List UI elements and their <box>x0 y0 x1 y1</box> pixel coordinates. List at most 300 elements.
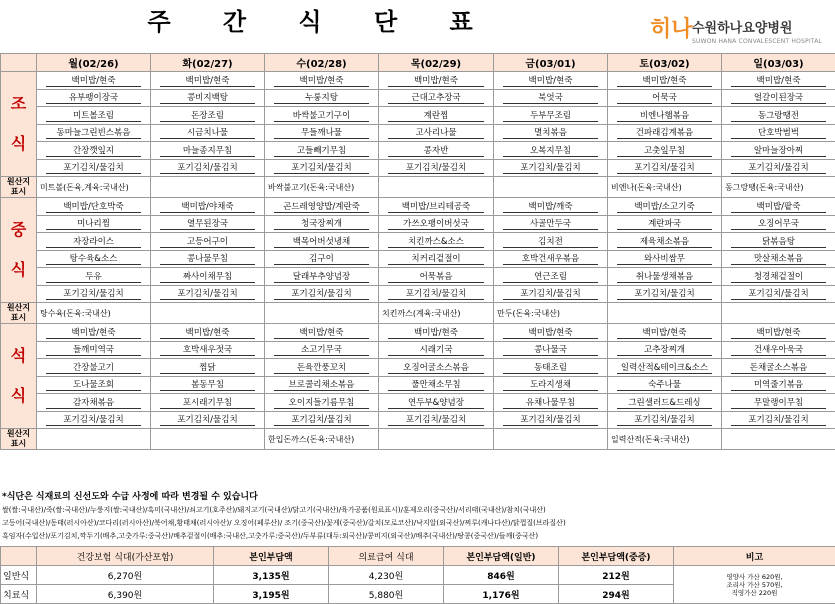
menu-cell <box>722 124 835 142</box>
dish-name: 맛살채소볶음 <box>731 252 825 265</box>
dish-name: 포기김치/물김치 <box>617 161 711 174</box>
dish-name: 숙주나물 <box>617 378 711 391</box>
menu-cell <box>494 359 608 377</box>
dish-name: 자장라이스 <box>46 235 140 248</box>
menu-cell <box>379 107 494 125</box>
menu-cell <box>379 198 494 216</box>
fee-cell: 212원 <box>559 566 674 585</box>
dish-name: 포기김치/물김치 <box>160 161 254 174</box>
fee-note: 영양사 가산 620원, 조리사 가산 570원, 직영가산 220원 <box>674 566 835 604</box>
dish-name: 치킨까스&소스 <box>388 235 483 248</box>
menu-cell <box>151 215 265 233</box>
fee-cell: 294원 <box>559 585 674 604</box>
origin-cell: 바싹불고기(돈육:국내산) <box>265 177 379 198</box>
dish-name: 백미밥/소고기죽 <box>617 200 711 213</box>
menu-cell <box>37 107 151 125</box>
dish-name: 그린샐러드&드레싱 <box>617 396 711 409</box>
menu-cell <box>608 107 722 125</box>
menu-cell <box>722 285 835 303</box>
menu-cell <box>265 268 379 286</box>
menu-cell <box>151 324 265 342</box>
menu-cell <box>608 72 722 90</box>
fee-header: 본인부담액(중증) <box>559 547 674 566</box>
menu-cell <box>151 285 265 303</box>
fee-row-label: 치료식 <box>1 585 37 604</box>
dish-name: 호박새우젓국 <box>160 343 254 356</box>
menu-cell <box>379 124 494 142</box>
hospital-name: 수원하나요양병원 <box>692 21 793 36</box>
dish-name: 동그랑땡전 <box>731 109 825 122</box>
dish-name: 포기김치/물김치 <box>503 161 597 174</box>
origin-note-line: 쌀(쌀:국내산)/죽(쌀:국내산)/누룽지(쌀:국내산)/흑미(국내산)/쇠고기(호주산)/돼지고기(국내산)/닭고기(국내산)/육가공품(원료표시)/훈제오리(중국산)/서리태(국내산)/참치(국내산) <box>2 506 546 514</box>
menu-cell <box>494 268 608 286</box>
dish-name: 미나리찜 <box>46 217 140 230</box>
menu-cell <box>608 411 722 429</box>
origin-cell: 한입돈까스(돈육:국내산) <box>265 429 379 450</box>
dish-name: 포시래기무침 <box>160 396 254 409</box>
dish-name: 백미밥/현죽 <box>274 74 368 87</box>
menu-cell <box>722 411 835 429</box>
menu-cell <box>151 268 265 286</box>
menu-cell <box>379 233 494 251</box>
dish-name: 콩자반 <box>388 144 483 157</box>
menu-cell <box>151 411 265 429</box>
menu-cell <box>494 124 608 142</box>
menu-cell <box>494 376 608 394</box>
menu-cell <box>722 341 835 359</box>
menu-cell <box>37 215 151 233</box>
origin-note-line: 흑임자(수입산)/포기김치,깍두기(배추,고춧가루:중국산)/배추겉절이(배추:국내산,고춧가루:중국산)/두부류(대두:외국산)/콩비지(외국산)/배추(국내산)/땅콩(중국산)/들깨(중국산) <box>2 532 539 540</box>
dish-name: 얼갈이된장국 <box>731 91 825 104</box>
dish-name: 시래기국 <box>388 343 483 356</box>
fee-header-row <box>1 547 835 566</box>
menu-row <box>1 285 835 303</box>
meal-label: 중 식 <box>1 198 37 303</box>
dish-name: 백미밥/야채죽 <box>160 200 254 213</box>
fee-cell: 5,880원 <box>329 585 444 604</box>
menu-cell <box>494 250 608 268</box>
menu-cell <box>379 72 494 90</box>
dish-name: 백미밥/현죽 <box>617 74 711 87</box>
origin-note-line: 고등어(국내산)/동태(러시아산)/코다리(러시아산)/북어채,황태채(러시아산)/ 오징어(페루산)/ 조기(중국산)/꽃게(중국산)/갈치(모로코산)/낙지알(외국산)/찌루(캐나다산)/닭껍질(브라질산) <box>2 519 566 527</box>
origin-row <box>1 177 835 198</box>
dish-name: 와사비쌈무 <box>617 252 711 265</box>
menu-cell <box>151 198 265 216</box>
dish-name: 탕수육&소스 <box>46 252 140 265</box>
dish-name: 두부무조림 <box>503 109 597 122</box>
dish-name: 계란파국 <box>617 217 711 230</box>
menu-row <box>1 394 835 412</box>
origin-cell <box>265 303 379 324</box>
menu-cell <box>608 341 722 359</box>
dish-name: 연근조림 <box>503 270 597 283</box>
origin-cell <box>494 177 608 198</box>
dish-name: 포기김치/물김치 <box>274 287 368 300</box>
origin-cell <box>379 429 494 450</box>
dish-name: 고등어구이 <box>160 235 254 248</box>
dish-name: 건새우아욱국 <box>731 343 825 356</box>
menu-cell <box>608 394 722 412</box>
menu-cell <box>608 215 722 233</box>
origin-cell: 동그랑땡(돈육:국내산) <box>722 177 835 198</box>
dish-name: 연두부&양념장 <box>388 396 483 409</box>
day-header: 화(02/27) <box>151 54 265 72</box>
menu-cell <box>265 107 379 125</box>
dish-name: 근대고추장국 <box>388 91 483 104</box>
dish-name: 동마늘그린빈스볶음 <box>46 126 140 139</box>
menu-cell <box>37 394 151 412</box>
fee-cell: 3,195원 <box>214 585 329 604</box>
menu-cell <box>722 159 835 177</box>
menu-cell <box>494 107 608 125</box>
dish-name: 닭볶음탕 <box>731 235 825 248</box>
day-header: 토(03/02) <box>608 54 722 72</box>
menu-cell <box>379 341 494 359</box>
menu-cell <box>494 341 608 359</box>
dish-name: 콩나물무침 <box>160 252 254 265</box>
origin-cell: 탕수육(돈육:국내산) <box>37 303 151 324</box>
dish-name: 포기김치/물김치 <box>388 287 483 300</box>
dish-name: 오이지들기름무침 <box>274 396 368 409</box>
day-header: 월(02/26) <box>37 54 151 72</box>
dish-name: 누룽지탕 <box>274 91 368 104</box>
menu-row <box>1 107 835 125</box>
fee-header: 의료급여 식대 <box>329 547 444 566</box>
dish-name: 백미밥/현죽 <box>617 326 711 339</box>
menu-cell <box>379 324 494 342</box>
menu-cell <box>722 107 835 125</box>
dish-name: 고들빼기무침 <box>274 144 368 157</box>
dish-name: 알마늘장아찌 <box>731 144 825 157</box>
fee-row <box>1 566 835 585</box>
dish-name: 백미밥/현죽 <box>160 74 254 87</box>
hospital-logo <box>650 12 835 52</box>
menu-cell <box>37 341 151 359</box>
dish-name: 바싹불고기구이 <box>274 109 368 122</box>
menu-cell <box>608 142 722 160</box>
menu-cell <box>722 359 835 377</box>
dish-name: 동태조림 <box>503 361 597 374</box>
menu-cell <box>379 411 494 429</box>
dish-name: 감자채볶음 <box>46 396 140 409</box>
menu-row <box>1 142 835 160</box>
dish-name: 고추장찌개 <box>617 343 711 356</box>
dish-name: 마늘종지무침 <box>160 144 254 157</box>
origin-cell: 비엔나(돈육:국내산) <box>608 177 722 198</box>
menu-cell <box>722 324 835 342</box>
menu-cell <box>151 341 265 359</box>
dish-name: 백미밥/현죽 <box>274 326 368 339</box>
dish-name: 백미밥/현죽 <box>731 326 825 339</box>
menu-cell <box>379 376 494 394</box>
menu-cell <box>37 198 151 216</box>
dish-name: 포기김치/물김치 <box>388 161 483 174</box>
menu-cell <box>722 89 835 107</box>
dish-name: 백미밥/현죽 <box>160 326 254 339</box>
menu-cell <box>37 233 151 251</box>
dish-name: 백미밥/현죽 <box>503 326 597 339</box>
origin-cell <box>151 177 265 198</box>
menu-cell <box>265 233 379 251</box>
menu-cell <box>379 89 494 107</box>
origin-label: 원산지 표시 <box>1 177 37 198</box>
menu-table <box>0 53 835 450</box>
menu-cell <box>151 142 265 160</box>
dish-name: 짜사이채무침 <box>160 270 254 283</box>
dish-name: 찜닭 <box>160 361 254 374</box>
dish-name: 일력산적&테이크&소스 <box>617 361 711 374</box>
dish-name: 포기김치/물김치 <box>46 161 140 174</box>
dish-name: 포기김치/물김치 <box>731 161 825 174</box>
dish-name: 백미밥/브리테공죽 <box>388 200 483 213</box>
menu-cell <box>608 233 722 251</box>
dish-name: 계란찜 <box>388 109 483 122</box>
menu-row <box>1 359 835 377</box>
menu-cell <box>265 142 379 160</box>
menu-cell <box>151 376 265 394</box>
origin-cell: 미트볼(돈육,계육:국내산) <box>37 177 151 198</box>
dish-name: 오징어굴소스볶음 <box>388 361 483 374</box>
menu-row <box>1 215 835 233</box>
menu-cell <box>608 250 722 268</box>
menu-cell <box>37 89 151 107</box>
dish-name: 돈채굴소스볶음 <box>731 361 825 374</box>
menu-cell <box>151 72 265 90</box>
menu-row <box>1 376 835 394</box>
dish-name: 사골만두국 <box>503 217 597 230</box>
dish-name: 청경채겉절이 <box>731 270 825 283</box>
dish-name: 미트볼조림 <box>46 109 140 122</box>
menu-cell <box>608 124 722 142</box>
menu-cell <box>379 159 494 177</box>
menu-row <box>1 268 835 286</box>
dish-name: 백미밥/깨죽 <box>503 200 597 213</box>
day-header: 수(02/28) <box>265 54 379 72</box>
dish-name: 포기김치/물김치 <box>617 413 711 426</box>
menu-cell <box>265 124 379 142</box>
dish-name: 두유 <box>46 270 140 283</box>
dish-name: 달래부추양념장 <box>274 270 368 283</box>
menu-cell <box>722 250 835 268</box>
menu-cell <box>722 198 835 216</box>
menu-cell <box>494 215 608 233</box>
menu-cell <box>494 285 608 303</box>
dish-name: 콩나물국 <box>503 343 597 356</box>
dish-name: 비엔나햄볶음 <box>617 109 711 122</box>
menu-row <box>1 89 835 107</box>
dish-name: 백목어버섯냉채 <box>274 235 368 248</box>
dish-name: 콩비지백탕 <box>160 91 254 104</box>
menu-cell <box>37 72 151 90</box>
dish-name: 도나물조회 <box>46 378 140 391</box>
meal-label: 석 식 <box>1 324 37 429</box>
fee-header: 건강보험 식대(가산포함) <box>37 547 214 566</box>
menu-row <box>1 159 835 177</box>
dish-name: 포기김치/물김치 <box>160 287 254 300</box>
dish-name: 풀만채소무침 <box>388 378 483 391</box>
menu-row <box>1 233 835 251</box>
dish-name: 백미밥/현죽 <box>46 326 140 339</box>
dish-name: 브로콜리채소볶음 <box>274 378 368 391</box>
menu-row <box>1 124 835 142</box>
menu-cell <box>37 359 151 377</box>
menu-cell <box>494 89 608 107</box>
meal-label: 조 식 <box>1 72 37 177</box>
menu-cell <box>37 411 151 429</box>
dish-name: 포기김치/물김치 <box>274 413 368 426</box>
origin-row <box>1 429 835 450</box>
menu-cell <box>494 324 608 342</box>
dish-name: 오복지무침 <box>503 144 597 157</box>
dish-name: 백미밥/팥죽 <box>731 200 825 213</box>
menu-cell <box>265 341 379 359</box>
menu-cell <box>265 411 379 429</box>
dish-name: 곤드레영양밥/계란죽 <box>274 200 368 213</box>
dish-name: 취나물생채볶음 <box>617 270 711 283</box>
menu-cell <box>494 394 608 412</box>
dish-name: 열무된장국 <box>160 217 254 230</box>
dish-name: 백미밥/현죽 <box>731 74 825 87</box>
menu-cell <box>265 250 379 268</box>
menu-cell <box>722 142 835 160</box>
menu-cell <box>265 324 379 342</box>
menu-cell <box>151 394 265 412</box>
menu-change-notice: *식단은 식재료의 신선도와 수급 사정에 따라 변경될 수 있습니다 <box>2 492 258 502</box>
menu-cell <box>608 285 722 303</box>
menu-cell <box>37 142 151 160</box>
origin-cell <box>722 303 835 324</box>
menu-cell <box>608 324 722 342</box>
menu-cell <box>37 285 151 303</box>
menu-cell <box>265 215 379 233</box>
origin-row <box>1 303 835 324</box>
menu-cell <box>151 359 265 377</box>
menu-row <box>1 72 835 90</box>
dish-name: 고사리나물 <box>388 126 483 139</box>
menu-cell <box>722 268 835 286</box>
dish-name: 포기김치/물김치 <box>617 287 711 300</box>
fee-header: 본인부담액(일반) <box>444 547 559 566</box>
dish-name: 백미밥/현죽 <box>388 74 483 87</box>
notes-section <box>0 491 835 543</box>
menu-cell <box>379 250 494 268</box>
origin-cell <box>379 177 494 198</box>
menu-row <box>1 411 835 429</box>
menu-cell <box>37 324 151 342</box>
menu-cell <box>722 233 835 251</box>
menu-cell <box>608 376 722 394</box>
menu-cell <box>494 72 608 90</box>
dish-name: 봄동무침 <box>160 378 254 391</box>
origin-cell: 만두(돈육:국내산) <box>494 303 608 324</box>
dish-name: 무말랭이무침 <box>731 396 825 409</box>
meal-fee-table <box>0 546 835 604</box>
origin-cell <box>608 303 722 324</box>
origin-label: 원산지 표시 <box>1 303 37 324</box>
menu-cell <box>379 285 494 303</box>
menu-cell <box>494 159 608 177</box>
dish-name: 포기김치/물김치 <box>274 161 368 174</box>
fee-cell: 6,270원 <box>37 566 214 585</box>
dish-name: 유부팽이장국 <box>46 91 140 104</box>
dish-name: 미역줄기볶음 <box>731 378 825 391</box>
dish-name: 간장깻잎지 <box>46 144 140 157</box>
menu-row <box>1 198 835 216</box>
menu-cell <box>379 268 494 286</box>
fee-cell: 3,135원 <box>214 566 329 585</box>
dish-name: 포기김치/물김치 <box>160 413 254 426</box>
dish-name: 포기김치/물김치 <box>46 413 140 426</box>
menu-row <box>1 341 835 359</box>
menu-cell <box>379 359 494 377</box>
menu-cell <box>265 72 379 90</box>
menu-cell <box>379 394 494 412</box>
menu-cell <box>265 376 379 394</box>
dish-name: 고춧잎무침 <box>617 144 711 157</box>
menu-cell <box>151 124 265 142</box>
menu-cell <box>722 215 835 233</box>
menu-cell <box>151 159 265 177</box>
dish-name: 소고기무국 <box>274 343 368 356</box>
menu-cell <box>608 359 722 377</box>
fee-cell: 1,176원 <box>444 585 559 604</box>
origin-cell <box>722 429 835 450</box>
menu-cell <box>151 250 265 268</box>
menu-cell <box>722 394 835 412</box>
origin-cell <box>494 429 608 450</box>
fee-row-label: 일반식 <box>1 566 37 585</box>
menu-cell <box>608 159 722 177</box>
menu-cell <box>494 233 608 251</box>
menu-cell <box>494 411 608 429</box>
menu-cell <box>151 107 265 125</box>
origin-label: 원산지 표시 <box>1 429 37 450</box>
dish-name: 북엇국 <box>503 91 597 104</box>
menu-cell <box>379 142 494 160</box>
dish-name: 어묵국 <box>617 91 711 104</box>
menu-cell <box>494 142 608 160</box>
dish-name: 백미밥/현죽 <box>46 74 140 87</box>
dish-name: 돈육깐풍꼬치 <box>274 361 368 374</box>
fee-cell: 6,390원 <box>37 585 214 604</box>
dish-name: 멸치볶음 <box>503 126 597 139</box>
dish-name: 김구이 <box>274 252 368 265</box>
menu-cell <box>722 72 835 90</box>
dish-name: 가쓰오팽이버섯국 <box>388 217 483 230</box>
dish-name: 포기김치/물김치 <box>731 413 825 426</box>
origin-cell <box>37 429 151 450</box>
dish-name: 제육채소볶음 <box>617 235 711 248</box>
origin-cell <box>151 303 265 324</box>
dish-name: 도라지생채 <box>503 378 597 391</box>
dish-name: 백미밥/현죽 <box>388 326 483 339</box>
menu-cell <box>608 268 722 286</box>
day-header: 목(02/29) <box>379 54 494 72</box>
dish-name: 무들깨나물 <box>274 126 368 139</box>
fee-cell: 846원 <box>444 566 559 585</box>
fee-header: 본인부담액 <box>214 547 329 566</box>
menu-cell <box>608 89 722 107</box>
logo-mark: 히나 <box>650 17 693 42</box>
menu-cell <box>37 376 151 394</box>
dish-name: 돈장조림 <box>160 109 254 122</box>
dish-name: 치커리겉절이 <box>388 252 483 265</box>
menu-cell <box>37 268 151 286</box>
menu-cell <box>37 250 151 268</box>
fee-header: 비고 <box>674 547 835 566</box>
menu-cell <box>265 359 379 377</box>
dish-name: 포기김치/물김치 <box>503 413 597 426</box>
